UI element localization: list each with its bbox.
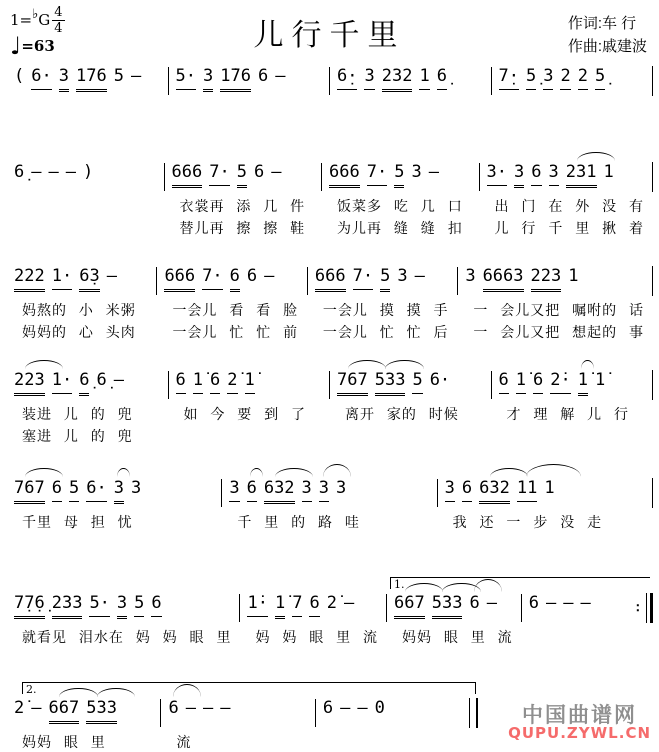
measure	[457, 264, 652, 342]
note: 1	[603, 162, 614, 182]
measure	[6, 368, 168, 446]
time-signature-top: 4	[54, 5, 63, 20]
note: 2̇·	[550, 368, 570, 394]
note: –	[185, 698, 196, 718]
lyric-line: 饭菜多 吃 几 口	[337, 198, 463, 214]
measure	[156, 264, 306, 342]
note: 5	[380, 264, 390, 292]
note: 3	[336, 478, 347, 498]
notes-row	[445, 476, 644, 506]
note: 6·	[31, 64, 51, 90]
note: 6·	[86, 476, 106, 502]
note: –	[580, 593, 591, 613]
note: 6	[469, 591, 479, 616]
note: 2	[560, 64, 570, 90]
note: –	[357, 698, 368, 718]
note: –	[130, 66, 142, 86]
note: 3·	[487, 160, 507, 186]
note: 6	[462, 476, 472, 502]
barline-final	[469, 698, 478, 728]
barline-single	[652, 478, 653, 508]
note: 6	[247, 476, 257, 502]
time-signature-bottom: 4	[54, 21, 63, 36]
measure	[329, 64, 491, 94]
note: 3	[203, 64, 213, 92]
note: 223	[531, 264, 562, 292]
song-title: 儿行千里	[253, 18, 406, 53]
note: 1̇	[275, 591, 285, 619]
note: 2̇	[227, 368, 237, 394]
note: 533	[375, 368, 406, 396]
lyric-line: 衣裳再 添 几 件	[179, 198, 306, 214]
note: 533	[86, 696, 117, 724]
lyric-line: 就看见 泪水在 妈 妈 眼 里	[22, 629, 232, 645]
note: 667	[49, 696, 80, 724]
score-line	[6, 681, 478, 752]
note: 533	[432, 591, 463, 619]
note: –	[264, 266, 275, 286]
measure	[329, 368, 491, 424]
note: 1̇76	[220, 64, 251, 92]
note: –	[428, 162, 439, 182]
lyric-line: 妈妈 眼 里 流	[402, 629, 513, 645]
measure	[321, 160, 479, 238]
measure	[491, 368, 653, 424]
key-prefix: 1=	[10, 11, 33, 30]
note: 6	[528, 593, 539, 613]
note: 1̇76	[76, 64, 107, 92]
note: 6·	[429, 370, 451, 390]
note: 1̇	[193, 368, 203, 394]
note: 3	[364, 64, 374, 90]
note: 667	[394, 591, 425, 619]
ending-bracket	[22, 682, 476, 694]
note: 6̣	[96, 370, 107, 390]
measure	[164, 160, 322, 238]
lyric-line: 千里 母 担 忧	[22, 514, 133, 530]
note: 6663	[483, 264, 524, 292]
note: 3	[302, 476, 312, 502]
note: 3	[549, 160, 559, 186]
notes-row	[529, 591, 630, 621]
note: 5	[69, 476, 79, 502]
note: 3	[445, 476, 455, 502]
note: 6̣3	[79, 264, 99, 292]
notes-row	[229, 476, 428, 506]
ending-label: 2.	[26, 683, 37, 696]
note: 7·	[353, 264, 373, 290]
note: 666	[315, 264, 346, 292]
lyric-line: 妈熬的 小 米粥	[22, 302, 136, 318]
measure	[6, 591, 239, 647]
measure	[6, 64, 168, 94]
note: 5	[134, 591, 144, 617]
watermark	[508, 704, 651, 742]
note: 6	[168, 696, 178, 721]
measure	[437, 476, 652, 532]
note: 6	[531, 160, 541, 186]
note: 3	[59, 64, 69, 92]
score	[0, 60, 659, 752]
score-line	[6, 64, 653, 96]
measure	[239, 591, 386, 647]
lyric-line: 妈 妈 眼 里 流	[255, 629, 379, 645]
note: 223	[14, 368, 45, 396]
score-line	[6, 576, 653, 647]
composer: 作曲:戚建波	[567, 38, 647, 56]
notes-row	[329, 160, 471, 190]
note: 5	[237, 160, 247, 188]
note: 1·	[52, 368, 72, 394]
note: 6	[210, 368, 220, 394]
barline-single	[652, 370, 653, 400]
note: 1̇	[578, 368, 588, 396]
notes-row	[487, 160, 644, 190]
score-line	[6, 476, 653, 532]
note: –	[545, 593, 557, 613]
lyricist: 作词:车 行	[567, 15, 637, 32]
note: 6	[151, 591, 161, 617]
note: –	[65, 162, 76, 182]
note: (	[14, 66, 25, 86]
notes-row	[168, 696, 306, 726]
note: 0	[374, 698, 385, 718]
note: 7	[292, 591, 302, 617]
note: 1̇	[245, 368, 255, 394]
note: 5	[394, 160, 404, 188]
notes-row	[247, 591, 378, 621]
lyric-line: 一 会儿又把 想起的 事	[473, 324, 644, 340]
measure	[386, 591, 521, 647]
lyric-line: 出 门 在 外 没 有	[494, 198, 644, 214]
note: 11	[517, 476, 537, 502]
note: 6	[533, 368, 543, 394]
lyric-line: 塞进 儿 的 兜	[22, 428, 133, 444]
note: –	[48, 162, 59, 182]
note: –	[486, 593, 497, 613]
note: 2̇	[14, 698, 25, 718]
lyric-line: 千 里 的 路 哇	[237, 514, 360, 530]
note: 6̣	[14, 162, 25, 182]
note: –	[271, 162, 282, 182]
note: 3	[411, 162, 422, 182]
note: –	[563, 593, 574, 613]
lyric-line: 为儿再 缝 缝 扣	[337, 220, 463, 236]
lyric-line: 妈妈的 心 头肉	[22, 324, 136, 340]
note: 5̣	[526, 64, 536, 90]
measure	[491, 64, 653, 94]
lyric-line: 一会儿 忙 忙 后	[322, 324, 449, 340]
note: 233	[52, 591, 83, 619]
measure	[160, 696, 314, 752]
notes-row	[14, 476, 213, 506]
measure	[6, 476, 221, 532]
notes-row	[176, 368, 322, 398]
note: 5·	[89, 591, 109, 617]
note: 7·	[209, 160, 229, 186]
score-header	[0, 0, 659, 60]
note: 222	[14, 264, 45, 292]
note: 232	[382, 64, 413, 92]
note: 5	[113, 66, 124, 86]
lyric-line: 装进 儿 的 兜	[22, 406, 133, 422]
note: 6	[176, 368, 186, 394]
score-line	[6, 264, 653, 342]
note: 6	[246, 266, 258, 286]
lyric-line: 一会儿 忙 忙 前	[172, 324, 299, 340]
note: 666	[172, 160, 203, 188]
note: 6	[52, 476, 62, 502]
note: 6	[230, 264, 240, 292]
notes-row	[14, 64, 160, 94]
notes-row	[14, 368, 160, 398]
note: 6̣·	[337, 64, 357, 90]
note: 2̇	[326, 593, 337, 613]
note: 1	[544, 478, 555, 498]
notes-row	[14, 696, 152, 726]
note: 3	[543, 64, 553, 90]
lyric-line: 儿 行 千 里 揪 着	[494, 220, 644, 236]
note: 6	[499, 368, 509, 394]
note: 7·	[202, 264, 222, 290]
note: –	[106, 266, 117, 286]
barline-single	[652, 266, 653, 296]
note: 3	[114, 476, 124, 504]
note: 3	[514, 160, 524, 188]
barline-repeat	[638, 593, 653, 623]
measure	[315, 696, 469, 726]
notes-row	[14, 264, 148, 294]
note: 1	[419, 64, 429, 90]
key-letter: G	[38, 11, 51, 30]
note: 3	[319, 476, 329, 502]
score-line	[6, 160, 653, 238]
key-signature	[10, 5, 65, 60]
notes-row	[499, 368, 645, 398]
note: 632	[264, 476, 295, 504]
time-signature	[52, 6, 64, 35]
tempo-value: =63	[21, 36, 55, 55]
notes-row	[14, 591, 231, 621]
note: 1̇·	[247, 591, 267, 617]
note: 666	[164, 264, 195, 292]
notes-row	[499, 64, 645, 94]
note: 6	[309, 591, 319, 617]
note: 3	[465, 266, 476, 286]
note: 632	[479, 476, 510, 504]
notes-row	[176, 64, 322, 94]
lyric-line: 一会儿 看 看 脸	[172, 302, 299, 318]
measure	[168, 368, 330, 424]
notes-row	[465, 264, 644, 294]
measure	[479, 160, 652, 238]
note: 6	[253, 162, 265, 182]
watermark-site-name: 中国曲谱网	[522, 702, 638, 728]
note: 1·	[52, 264, 72, 290]
ending-label: 1.	[394, 578, 405, 591]
note: –	[275, 66, 286, 86]
note: –	[414, 266, 425, 286]
lyric-line: 妈妈 眼 里	[22, 734, 106, 750]
notes-row	[323, 696, 461, 726]
note: 6	[322, 698, 334, 718]
tempo	[10, 32, 65, 60]
note: –	[31, 698, 42, 718]
measure	[6, 264, 156, 342]
note: 3	[397, 266, 408, 286]
notes-row	[394, 591, 513, 621]
credits	[568, 12, 647, 59]
note: 1	[568, 266, 579, 286]
notes-row	[315, 264, 449, 294]
score-line	[6, 368, 653, 446]
watermark-site-url: QUPU.ZYWL.CN	[508, 724, 651, 743]
ending-bracket	[390, 577, 650, 589]
note: 5̣	[595, 64, 605, 90]
measure	[6, 696, 160, 752]
measure	[168, 64, 330, 94]
note: 6̣	[437, 64, 447, 90]
note: 3	[117, 591, 127, 619]
notes-row	[337, 64, 483, 94]
note: –	[113, 370, 124, 390]
note: 6̣	[79, 368, 89, 396]
measure	[521, 591, 638, 621]
barline-single	[652, 162, 653, 192]
notes-row	[172, 160, 314, 190]
notes-row	[14, 160, 156, 190]
note: 3	[229, 476, 239, 502]
note: –	[220, 698, 231, 718]
measure	[221, 476, 436, 532]
note: 5·	[176, 64, 196, 90]
note: –	[340, 698, 351, 718]
note: –	[31, 162, 42, 182]
note: 767	[337, 368, 368, 396]
notes-row	[337, 368, 483, 398]
note: 2	[578, 64, 588, 90]
lyric-line: 替儿再 擦 擦 鞋	[179, 220, 306, 236]
quarter-note-icon: ♩	[10, 32, 22, 60]
lyric-line: 流	[176, 734, 192, 750]
note: 7·	[367, 160, 387, 186]
note: 1̇	[594, 370, 606, 390]
note: 1̇	[516, 368, 526, 394]
lyric-line: 才 理 解 儿 行	[506, 406, 630, 422]
barline-single	[652, 66, 653, 96]
lyric-line: 一 会儿又把 嘱咐的 话	[473, 302, 644, 318]
measure	[6, 160, 164, 190]
note: –	[202, 698, 214, 718]
note: 666	[329, 160, 360, 188]
note: 5	[412, 368, 422, 394]
measure	[307, 264, 457, 342]
lyric-line: 如 今 要 到 了	[183, 406, 307, 422]
lyric-line: 一会儿 摸 摸 手	[322, 302, 449, 318]
note: )	[83, 162, 94, 182]
note: 767	[14, 476, 45, 504]
note: 231	[566, 160, 597, 188]
note: –	[343, 593, 355, 613]
note: 3	[130, 478, 142, 498]
lyric-line: 我 还 一 步 没 走	[452, 514, 603, 530]
note: 6	[257, 66, 269, 86]
note: 7̣7̣6̣	[14, 591, 45, 619]
flat-sign-icon: ♭	[32, 7, 39, 23]
lyric-line: 离开 家的 时候	[345, 406, 459, 422]
notes-row	[164, 264, 298, 294]
note: 7̣·	[499, 64, 519, 90]
